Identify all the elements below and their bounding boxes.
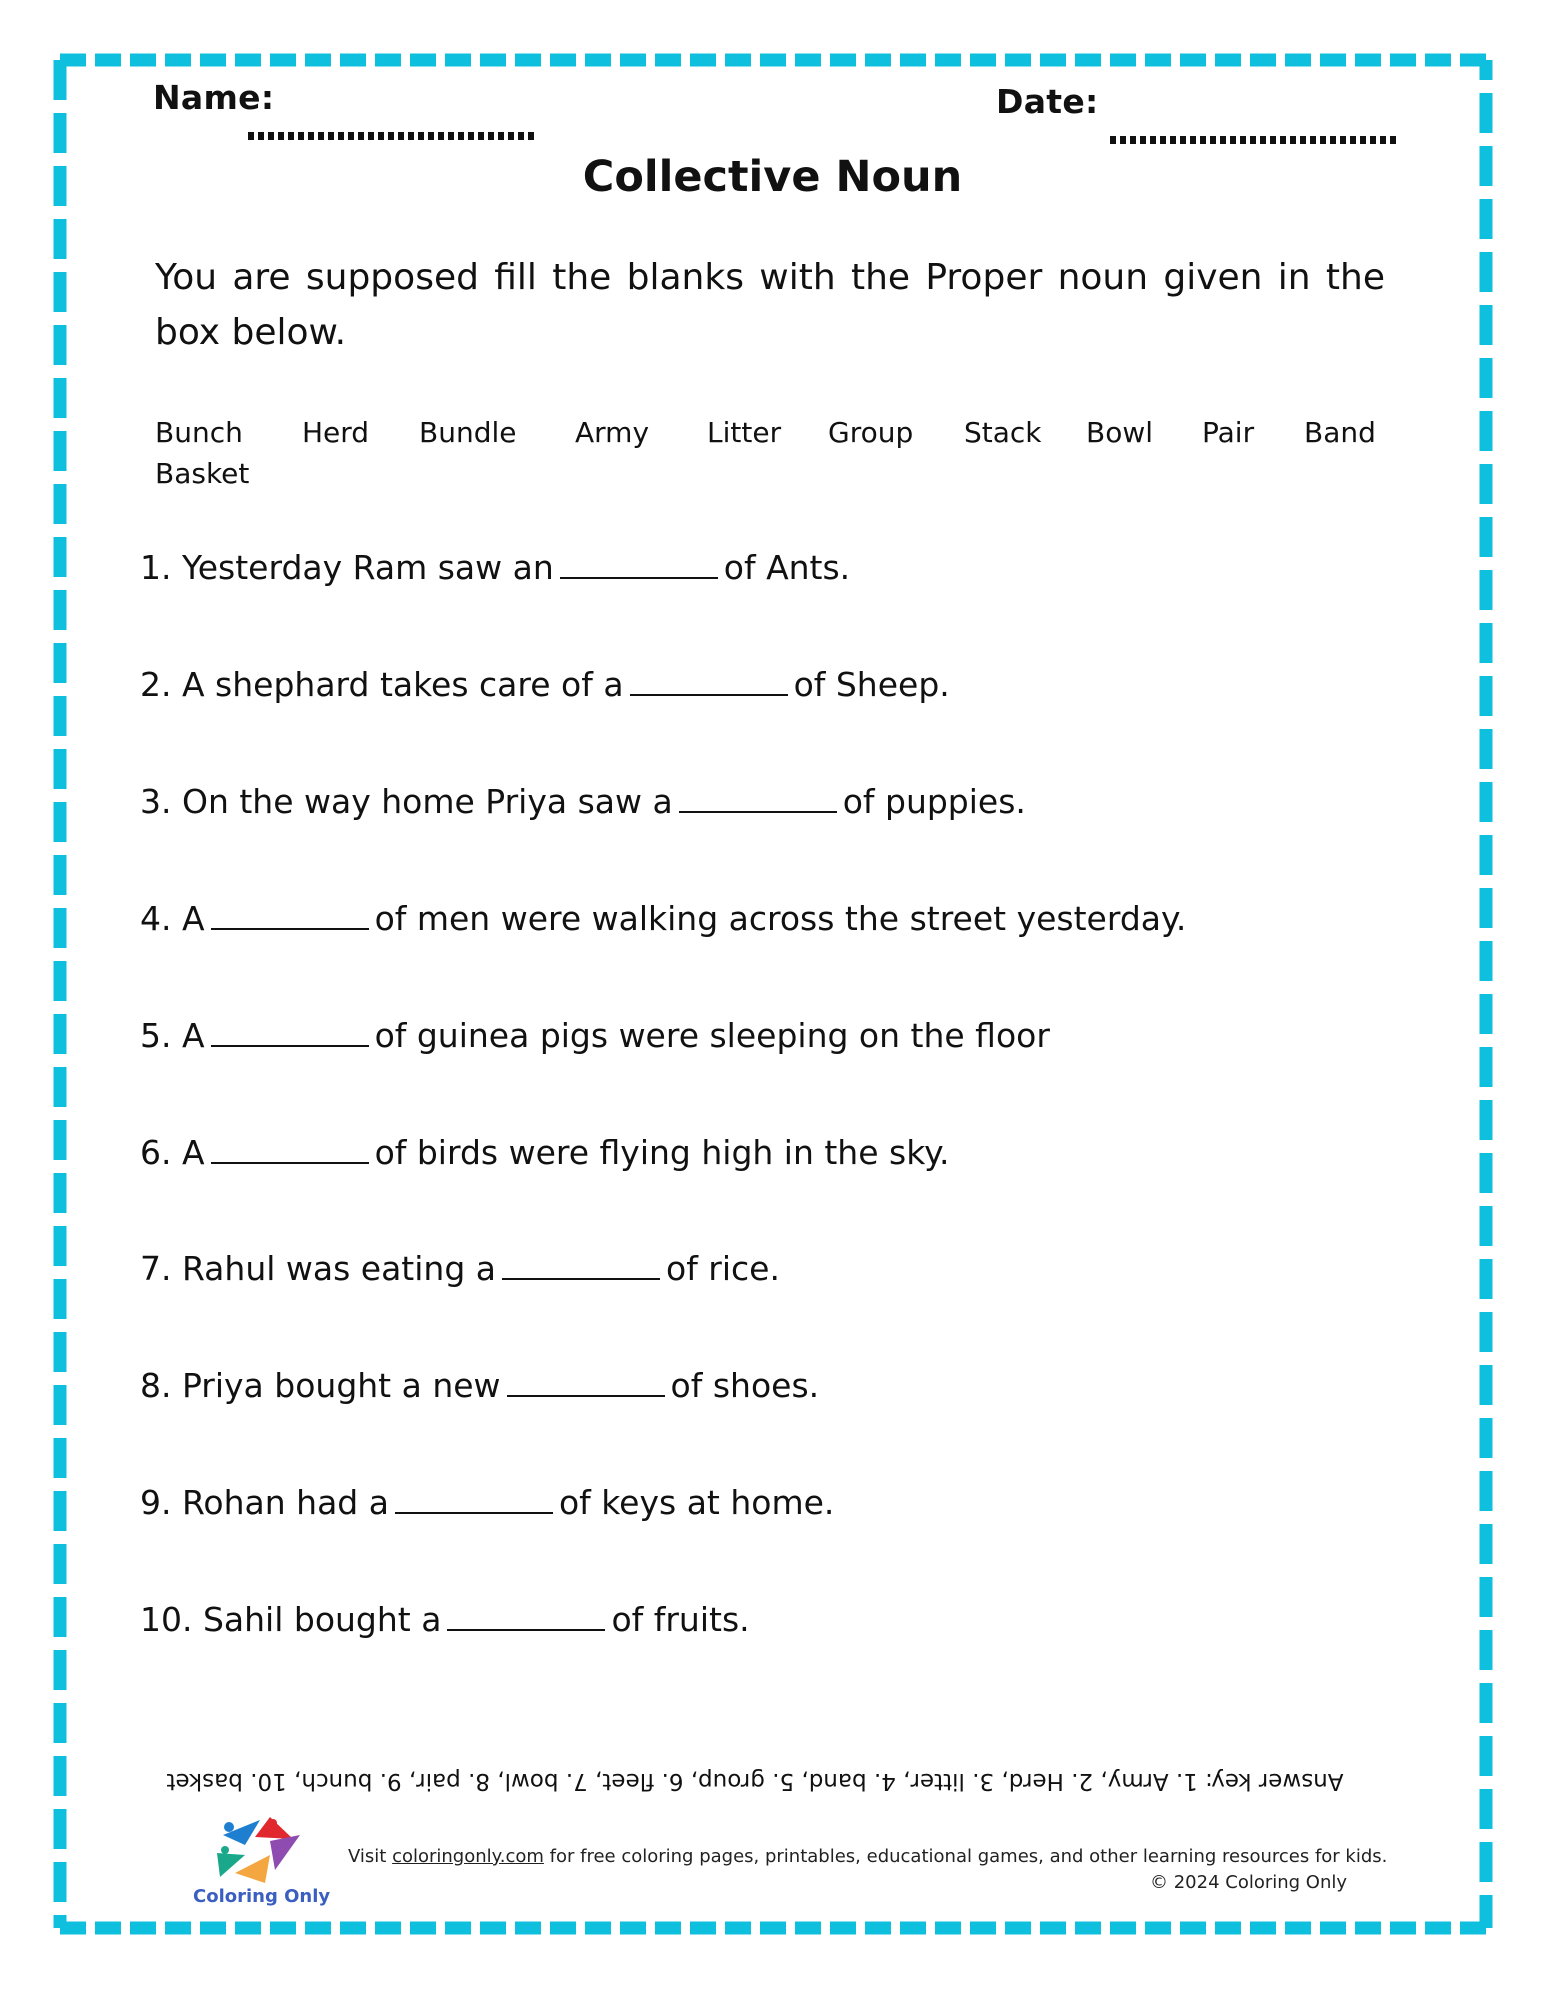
coloring-only-logo-icon — [215, 1815, 305, 1885]
coloringonly-link[interactable]: coloringonly.com — [392, 1846, 544, 1867]
question-text-before: 8. Priya bought a new — [140, 1366, 501, 1405]
question-text-before: 7. Rahul was eating a — [140, 1249, 496, 1288]
word-bank — [155, 412, 1395, 494]
question-text-before: 6. A — [140, 1133, 205, 1172]
answer-blank[interactable] — [502, 1252, 660, 1280]
copyright-text: © 2024 Coloring Only — [1150, 1872, 1348, 1893]
word-bank-item: Bowl — [1086, 416, 1154, 449]
word-bank-item: Group — [828, 416, 914, 449]
question-item — [140, 1249, 780, 1288]
question-text-after: of Sheep. — [793, 665, 950, 704]
word-bank-item: Pair — [1202, 416, 1255, 449]
word-bank-item: Bunch — [155, 416, 243, 449]
question-item — [140, 1133, 949, 1172]
answer-blank[interactable] — [560, 551, 718, 579]
question-item — [140, 665, 950, 704]
name-label: Name: — [153, 78, 275, 117]
question-item — [140, 1366, 819, 1405]
question-item — [140, 899, 1186, 938]
question-text-before: 10. Sahil bought a — [140, 1600, 442, 1639]
question-text-before: 4. A — [140, 899, 205, 938]
answer-blank[interactable] — [507, 1369, 665, 1397]
answer-blank[interactable] — [447, 1603, 605, 1631]
answer-blank[interactable] — [630, 668, 788, 696]
instructions-text: You are supposed fill the blanks with the Proper noun given in the box below. — [155, 257, 1385, 353]
footer-visit-prefix: Visit — [348, 1846, 393, 1867]
word-bank-item: Band — [1304, 416, 1376, 449]
question-text-after: of puppies. — [842, 782, 1026, 821]
word-bank-item: Herd — [302, 416, 370, 449]
word-bank-item: Army — [575, 416, 650, 449]
question-text-before: 9. Rohan had a — [140, 1483, 389, 1522]
question-item — [140, 548, 850, 587]
question-text-before: 5. A — [140, 1016, 205, 1055]
question-text-after: of keys at home. — [558, 1483, 835, 1522]
date-field[interactable] — [1110, 136, 1400, 144]
question-text-before: 1. Yesterday Ram saw an — [140, 548, 554, 587]
question-text-after: of Ants. — [723, 548, 851, 587]
word-bank-item: Stack — [964, 416, 1042, 449]
date-label: Date: — [996, 82, 1099, 121]
question-item — [140, 1016, 1050, 1055]
question-item — [140, 1600, 750, 1639]
answer-blank[interactable] — [211, 1136, 369, 1164]
answer-blank[interactable] — [211, 902, 369, 930]
question-text-before: 3. On the way home Priya saw a — [140, 782, 673, 821]
question-text-after: of fruits. — [611, 1600, 750, 1639]
footer-visit-suffix: for free coloring pages, printables, educational games, and other learning resources for kids. — [543, 1846, 1388, 1867]
answer-blank[interactable] — [679, 785, 837, 813]
question-text-after: of shoes. — [670, 1366, 820, 1405]
footer-visit-text — [348, 1846, 1387, 1867]
question-text-after: of men were walking across the street yesterday. — [374, 899, 1187, 938]
question-text-before: 2. A shephard takes care of a — [140, 665, 624, 704]
name-field[interactable] — [248, 132, 538, 140]
question-item — [140, 1483, 834, 1522]
question-item — [140, 782, 1026, 821]
word-bank-item: Basket — [155, 457, 250, 490]
question-text-after: of birds were flying high in the sky. — [374, 1133, 950, 1172]
worksheet-title: Collective Noun — [582, 152, 963, 202]
answer-blank[interactable] — [395, 1486, 553, 1514]
answer-blank[interactable] — [211, 1019, 369, 1047]
question-text-after: of guinea pigs were sleeping on the floor — [374, 1016, 1050, 1055]
answer-key: Answer key: 1. Army, 2. Herd, 3. litter, 4. band, 5. group, 6. fleet, 7. bowl, 8. pair, 9. bunch, 10. basket — [166, 1768, 1344, 1794]
logo-text: Coloring Only — [193, 1886, 331, 1907]
question-text-after: of rice. — [666, 1249, 780, 1288]
word-bank-item: Bundle — [419, 416, 517, 449]
word-bank-item: Litter — [707, 416, 782, 449]
